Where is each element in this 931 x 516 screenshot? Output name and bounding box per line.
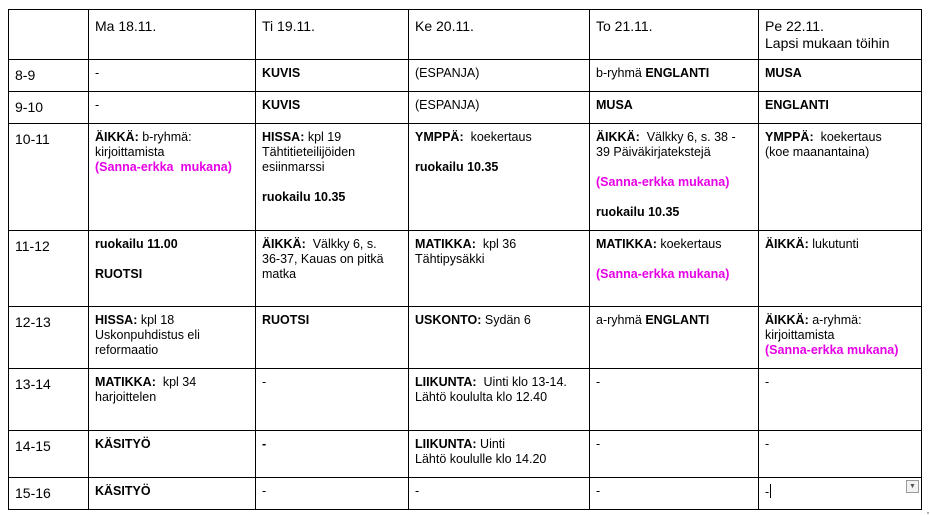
schedule-row bbox=[9, 431, 922, 478]
assistant-note: (Sanna-erkka mukana) bbox=[95, 160, 232, 174]
lesson-text: - bbox=[765, 485, 770, 499]
lesson-text: - bbox=[765, 375, 770, 389]
corner-cell[interactable] bbox=[9, 10, 89, 60]
assistant-note: (Sanna-erkka mukana) bbox=[596, 175, 730, 189]
lesson-text: - bbox=[262, 484, 267, 498]
lesson-line bbox=[95, 343, 249, 358]
schedule-row bbox=[9, 478, 922, 510]
lesson-line bbox=[596, 98, 752, 113]
lesson-cell[interactable] bbox=[256, 307, 409, 369]
lesson-text: koekertaus bbox=[463, 130, 532, 144]
lesson-cell[interactable] bbox=[409, 307, 590, 369]
lesson-cell[interactable] bbox=[256, 478, 409, 510]
lesson-cell[interactable] bbox=[590, 92, 759, 124]
subject-label: ENGLANTI bbox=[765, 98, 829, 112]
lesson-cell[interactable] bbox=[89, 478, 256, 510]
lesson-cell[interactable] bbox=[590, 124, 759, 231]
assistant-note: (Sanna-erkka mukana) bbox=[765, 343, 899, 357]
lesson-cell[interactable] bbox=[256, 231, 409, 307]
lesson-cell[interactable] bbox=[409, 478, 590, 510]
schedule-row bbox=[9, 124, 922, 231]
subject-label: ÄIKKÄ: bbox=[262, 237, 306, 251]
subject-label: MATIKKA: bbox=[596, 237, 657, 251]
lesson-line bbox=[596, 484, 752, 499]
lesson-line bbox=[596, 145, 752, 160]
lesson-cell[interactable] bbox=[590, 369, 759, 431]
lesson-cell[interactable] bbox=[759, 369, 922, 431]
lesson-line bbox=[95, 267, 249, 282]
lesson-text: Uinti bbox=[476, 437, 506, 451]
lesson-line bbox=[765, 437, 915, 452]
lesson-text: Tähtitieteilijöiden bbox=[262, 145, 356, 159]
lesson-line bbox=[262, 252, 402, 267]
day-header-line: Ke 20.11. bbox=[415, 18, 474, 34]
subject-label: KÄSITYÖ bbox=[95, 484, 151, 498]
lesson-text: b-ryhmä: bbox=[138, 130, 192, 144]
lesson-line bbox=[95, 98, 249, 113]
lesson-line bbox=[262, 130, 402, 145]
schedule-body bbox=[9, 10, 922, 510]
resize-handle-dot bbox=[927, 512, 929, 514]
lesson-text: Uskonpuhdistus eli bbox=[95, 328, 200, 342]
lesson-cell[interactable] bbox=[759, 307, 922, 369]
lesson-cell[interactable] bbox=[409, 92, 590, 124]
lesson-line bbox=[95, 130, 249, 145]
lesson-line bbox=[95, 313, 249, 328]
lesson-cell[interactable] bbox=[89, 231, 256, 307]
lesson-text: koekertaus bbox=[656, 237, 722, 251]
lesson-line bbox=[765, 237, 915, 252]
lesson-cell[interactable] bbox=[759, 92, 922, 124]
lesson-text: (ESPANJA) bbox=[415, 66, 480, 80]
subject-label: ruokailu 10.35 bbox=[596, 205, 680, 219]
lesson-line bbox=[415, 237, 583, 252]
lesson-text: harjoittelen bbox=[95, 390, 157, 404]
lesson-line bbox=[596, 252, 752, 267]
lesson-line bbox=[596, 267, 752, 282]
time-slot-cell[interactable] bbox=[9, 92, 89, 124]
lesson-line bbox=[415, 66, 583, 81]
header-row bbox=[9, 10, 922, 60]
lesson-cell[interactable] bbox=[256, 60, 409, 92]
lesson-cell[interactable] bbox=[256, 124, 409, 231]
subject-label: KÄSITYÖ bbox=[95, 437, 151, 451]
lesson-cell[interactable] bbox=[256, 92, 409, 124]
lesson-line bbox=[765, 130, 915, 145]
time-slot-cell[interactable] bbox=[9, 478, 89, 510]
lesson-cell[interactable] bbox=[256, 369, 409, 431]
lesson-cell[interactable] bbox=[759, 231, 922, 307]
time-slot-cell[interactable] bbox=[9, 124, 89, 231]
lesson-line bbox=[765, 313, 915, 328]
lesson-line bbox=[95, 484, 249, 499]
lesson-text: kpl 18 bbox=[137, 313, 175, 327]
schedule-row bbox=[9, 60, 922, 92]
lesson-cell[interactable] bbox=[590, 307, 759, 369]
lesson-line bbox=[95, 145, 249, 160]
day-header[interactable] bbox=[409, 10, 590, 60]
lesson-text: kpl 34 bbox=[155, 375, 197, 389]
lesson-text: - bbox=[95, 66, 100, 80]
subject-label: ruokailu 11.00 bbox=[95, 237, 178, 251]
day-header[interactable] bbox=[759, 10, 922, 60]
subject-label: MATIKKA: bbox=[415, 237, 476, 251]
lesson-line bbox=[95, 237, 249, 252]
lesson-text: b-ryhmä bbox=[596, 66, 646, 80]
lesson-line bbox=[262, 375, 402, 390]
dropdown-arrow-icon[interactable]: ▼ bbox=[906, 480, 919, 493]
time-slot-label: 12-13 bbox=[15, 314, 51, 330]
lesson-text: - bbox=[415, 484, 420, 498]
lesson-text: kpl 19 bbox=[304, 130, 342, 144]
lesson-line bbox=[262, 237, 402, 252]
lesson-line bbox=[765, 98, 915, 113]
lesson-line bbox=[765, 484, 915, 500]
lesson-line bbox=[415, 313, 583, 328]
lesson-line bbox=[262, 98, 402, 113]
time-slot-label: 11-12 bbox=[15, 238, 50, 254]
lesson-line bbox=[765, 343, 915, 358]
lesson-text: Välkky 6, s. 38 - bbox=[639, 130, 736, 144]
day-header-line: To 21.11. bbox=[596, 18, 653, 34]
lesson-text: - bbox=[262, 375, 267, 389]
lesson-line bbox=[596, 237, 752, 252]
schedule-row bbox=[9, 369, 922, 431]
lesson-cell[interactable] bbox=[759, 124, 922, 231]
lesson-text: kpl 36 bbox=[475, 237, 517, 251]
lesson-text: (koe maanantaina) bbox=[765, 145, 870, 159]
day-header-line: Lapsi mukaan töihin bbox=[765, 35, 890, 51]
time-slot-label: 15-16 bbox=[15, 485, 51, 501]
schedule-row bbox=[9, 92, 922, 124]
subject-label: MUSA bbox=[596, 98, 633, 112]
lesson-line bbox=[415, 145, 583, 160]
lesson-cell[interactable] bbox=[590, 60, 759, 92]
lesson-line bbox=[262, 190, 402, 205]
subject-label: RUOTSI bbox=[95, 267, 143, 281]
lesson-text: Lähtö koululle klo 14.20 bbox=[415, 452, 547, 466]
lesson-line bbox=[95, 66, 249, 81]
lesson-line bbox=[596, 66, 752, 81]
lesson-line bbox=[95, 252, 249, 267]
lesson-line bbox=[262, 484, 402, 499]
schedule-row bbox=[9, 307, 922, 369]
lesson-cell[interactable] bbox=[409, 124, 590, 231]
subject-label: - bbox=[262, 437, 267, 451]
subject-label: RUOTSI bbox=[262, 313, 310, 327]
lesson-line bbox=[596, 313, 752, 328]
lesson-line bbox=[415, 437, 583, 452]
subject-label: ruokailu 10.35 bbox=[262, 190, 346, 204]
lesson-line bbox=[95, 328, 249, 343]
time-slot-cell[interactable] bbox=[9, 431, 89, 478]
subject-label: ÄIKKÄ: bbox=[95, 130, 139, 144]
lesson-text: lukutunti bbox=[808, 237, 859, 251]
lesson-line bbox=[596, 175, 752, 190]
lesson-line bbox=[262, 175, 402, 190]
lesson-cell[interactable] bbox=[409, 431, 590, 478]
lesson-text: matka bbox=[262, 267, 297, 281]
lesson-text: Välkky 6, s. bbox=[305, 237, 377, 251]
lesson-line bbox=[415, 390, 583, 405]
lesson-text: esiinmarssi bbox=[262, 160, 325, 174]
lesson-line bbox=[95, 375, 249, 390]
schedule-table bbox=[8, 9, 922, 510]
subject-label: LIIKUNTA: bbox=[415, 437, 477, 451]
lesson-cell[interactable] bbox=[89, 60, 256, 92]
lesson-text: Lähtö koululta klo 12.40 bbox=[415, 390, 548, 404]
day-header[interactable] bbox=[590, 10, 759, 60]
time-slot-label: 9-10 bbox=[15, 99, 44, 115]
lesson-cell[interactable] bbox=[89, 307, 256, 369]
lesson-cell[interactable] bbox=[759, 60, 922, 92]
lesson-text: a-ryhmä: bbox=[808, 313, 862, 327]
lesson-cell[interactable] bbox=[89, 369, 256, 431]
lesson-text: - bbox=[765, 437, 770, 451]
lesson-line bbox=[596, 160, 752, 175]
lesson-cell[interactable] bbox=[759, 431, 922, 478]
subject-label: KUVIS bbox=[262, 66, 301, 80]
lesson-text: kirjoittamista bbox=[765, 328, 835, 342]
lesson-line bbox=[95, 160, 249, 175]
lesson-line bbox=[415, 484, 583, 499]
time-slot-cell[interactable] bbox=[9, 60, 89, 92]
lesson-cell[interactable] bbox=[409, 231, 590, 307]
lesson-text: a-ryhmä bbox=[596, 313, 646, 327]
subject-label: YMPPÄ: bbox=[415, 130, 464, 144]
time-slot-cell[interactable] bbox=[9, 307, 89, 369]
lesson-cell[interactable] bbox=[759, 478, 922, 510]
lesson-cell[interactable] bbox=[256, 431, 409, 478]
subject-label: ruokailu 10.35 bbox=[415, 160, 499, 174]
time-slot-label: 14-15 bbox=[15, 438, 51, 454]
lesson-cell[interactable] bbox=[590, 478, 759, 510]
lesson-cell[interactable] bbox=[590, 231, 759, 307]
lesson-line bbox=[262, 437, 402, 452]
lesson-line bbox=[415, 160, 583, 175]
subject-label: YMPPÄ: bbox=[765, 130, 814, 144]
lesson-cell[interactable] bbox=[409, 369, 590, 431]
lesson-text: kirjoittamista bbox=[95, 145, 165, 159]
day-header[interactable] bbox=[256, 10, 409, 60]
lesson-line bbox=[765, 375, 915, 390]
lesson-line bbox=[415, 130, 583, 145]
schedule-row bbox=[9, 231, 922, 307]
lesson-cell[interactable] bbox=[409, 60, 590, 92]
lesson-line bbox=[415, 375, 583, 390]
lesson-line bbox=[262, 267, 402, 282]
lesson-line bbox=[262, 145, 402, 160]
lesson-line bbox=[262, 313, 402, 328]
subject-label: MUSA bbox=[765, 66, 802, 80]
lesson-line bbox=[262, 160, 402, 175]
lesson-line bbox=[95, 390, 249, 405]
day-header-line: Ti 19.11. bbox=[262, 18, 315, 34]
subject-label: HISSA: bbox=[95, 313, 138, 327]
subject-label: ÄIKKÄ: bbox=[765, 313, 809, 327]
lesson-text: (ESPANJA) bbox=[415, 98, 480, 112]
time-slot-label: 8-9 bbox=[15, 67, 36, 83]
lesson-text: - bbox=[596, 484, 601, 498]
lesson-line bbox=[765, 66, 915, 81]
lesson-text: 39 Päiväkirjatekstejä bbox=[596, 145, 711, 159]
time-slot-label: 13-14 bbox=[15, 376, 51, 392]
time-slot-label: 10-11 bbox=[15, 131, 50, 147]
lesson-text: - bbox=[596, 437, 601, 451]
time-slot-cell[interactable] bbox=[9, 369, 89, 431]
subject-label: USKONTO: bbox=[415, 313, 482, 327]
subject-label: HISSA: bbox=[262, 130, 305, 144]
lesson-line bbox=[95, 437, 249, 452]
lesson-line bbox=[596, 130, 752, 145]
subject-label: KUVIS bbox=[262, 98, 301, 112]
lesson-line bbox=[415, 98, 583, 113]
subject-label: ENGLANTI bbox=[645, 66, 710, 80]
lesson-line bbox=[415, 452, 583, 467]
lesson-text: Uinti klo 13-14. bbox=[476, 375, 567, 389]
lesson-line bbox=[415, 252, 583, 267]
time-slot-cell[interactable] bbox=[9, 231, 89, 307]
lesson-line bbox=[596, 205, 752, 220]
lesson-text: Sydän 6 bbox=[481, 313, 531, 327]
subject-label: MATIKKA: bbox=[95, 375, 156, 389]
lesson-text: reformaatio bbox=[95, 343, 159, 357]
lesson-line bbox=[596, 375, 752, 390]
day-header-line: Ma 18.11. bbox=[95, 18, 157, 34]
lesson-cell[interactable] bbox=[89, 431, 256, 478]
lesson-line bbox=[596, 437, 752, 452]
lesson-line bbox=[765, 145, 915, 160]
subject-label: ÄIKKÄ: bbox=[765, 237, 809, 251]
assistant-note: (Sanna-erkka mukana) bbox=[596, 267, 730, 281]
subject-label: LIIKUNTA: bbox=[415, 375, 477, 389]
lesson-text: - bbox=[596, 375, 601, 389]
lesson-line bbox=[596, 190, 752, 205]
lesson-cell[interactable] bbox=[590, 431, 759, 478]
lesson-cell[interactable] bbox=[89, 124, 256, 231]
lesson-cell[interactable] bbox=[89, 92, 256, 124]
day-header[interactable] bbox=[89, 10, 256, 60]
lesson-text: 36-37, Kauas on pitkä bbox=[262, 252, 384, 266]
day-header-line: Pe 22.11. bbox=[765, 18, 824, 34]
lesson-text: Tähtipysäkki bbox=[415, 252, 485, 266]
lesson-line bbox=[765, 328, 915, 343]
subject-label: ÄIKKÄ: bbox=[596, 130, 640, 144]
lesson-line bbox=[262, 66, 402, 81]
subject-label: ENGLANTI bbox=[645, 313, 710, 327]
lesson-text: koekertaus bbox=[813, 130, 882, 144]
text-cursor bbox=[770, 484, 771, 498]
lesson-text: - bbox=[95, 98, 100, 112]
